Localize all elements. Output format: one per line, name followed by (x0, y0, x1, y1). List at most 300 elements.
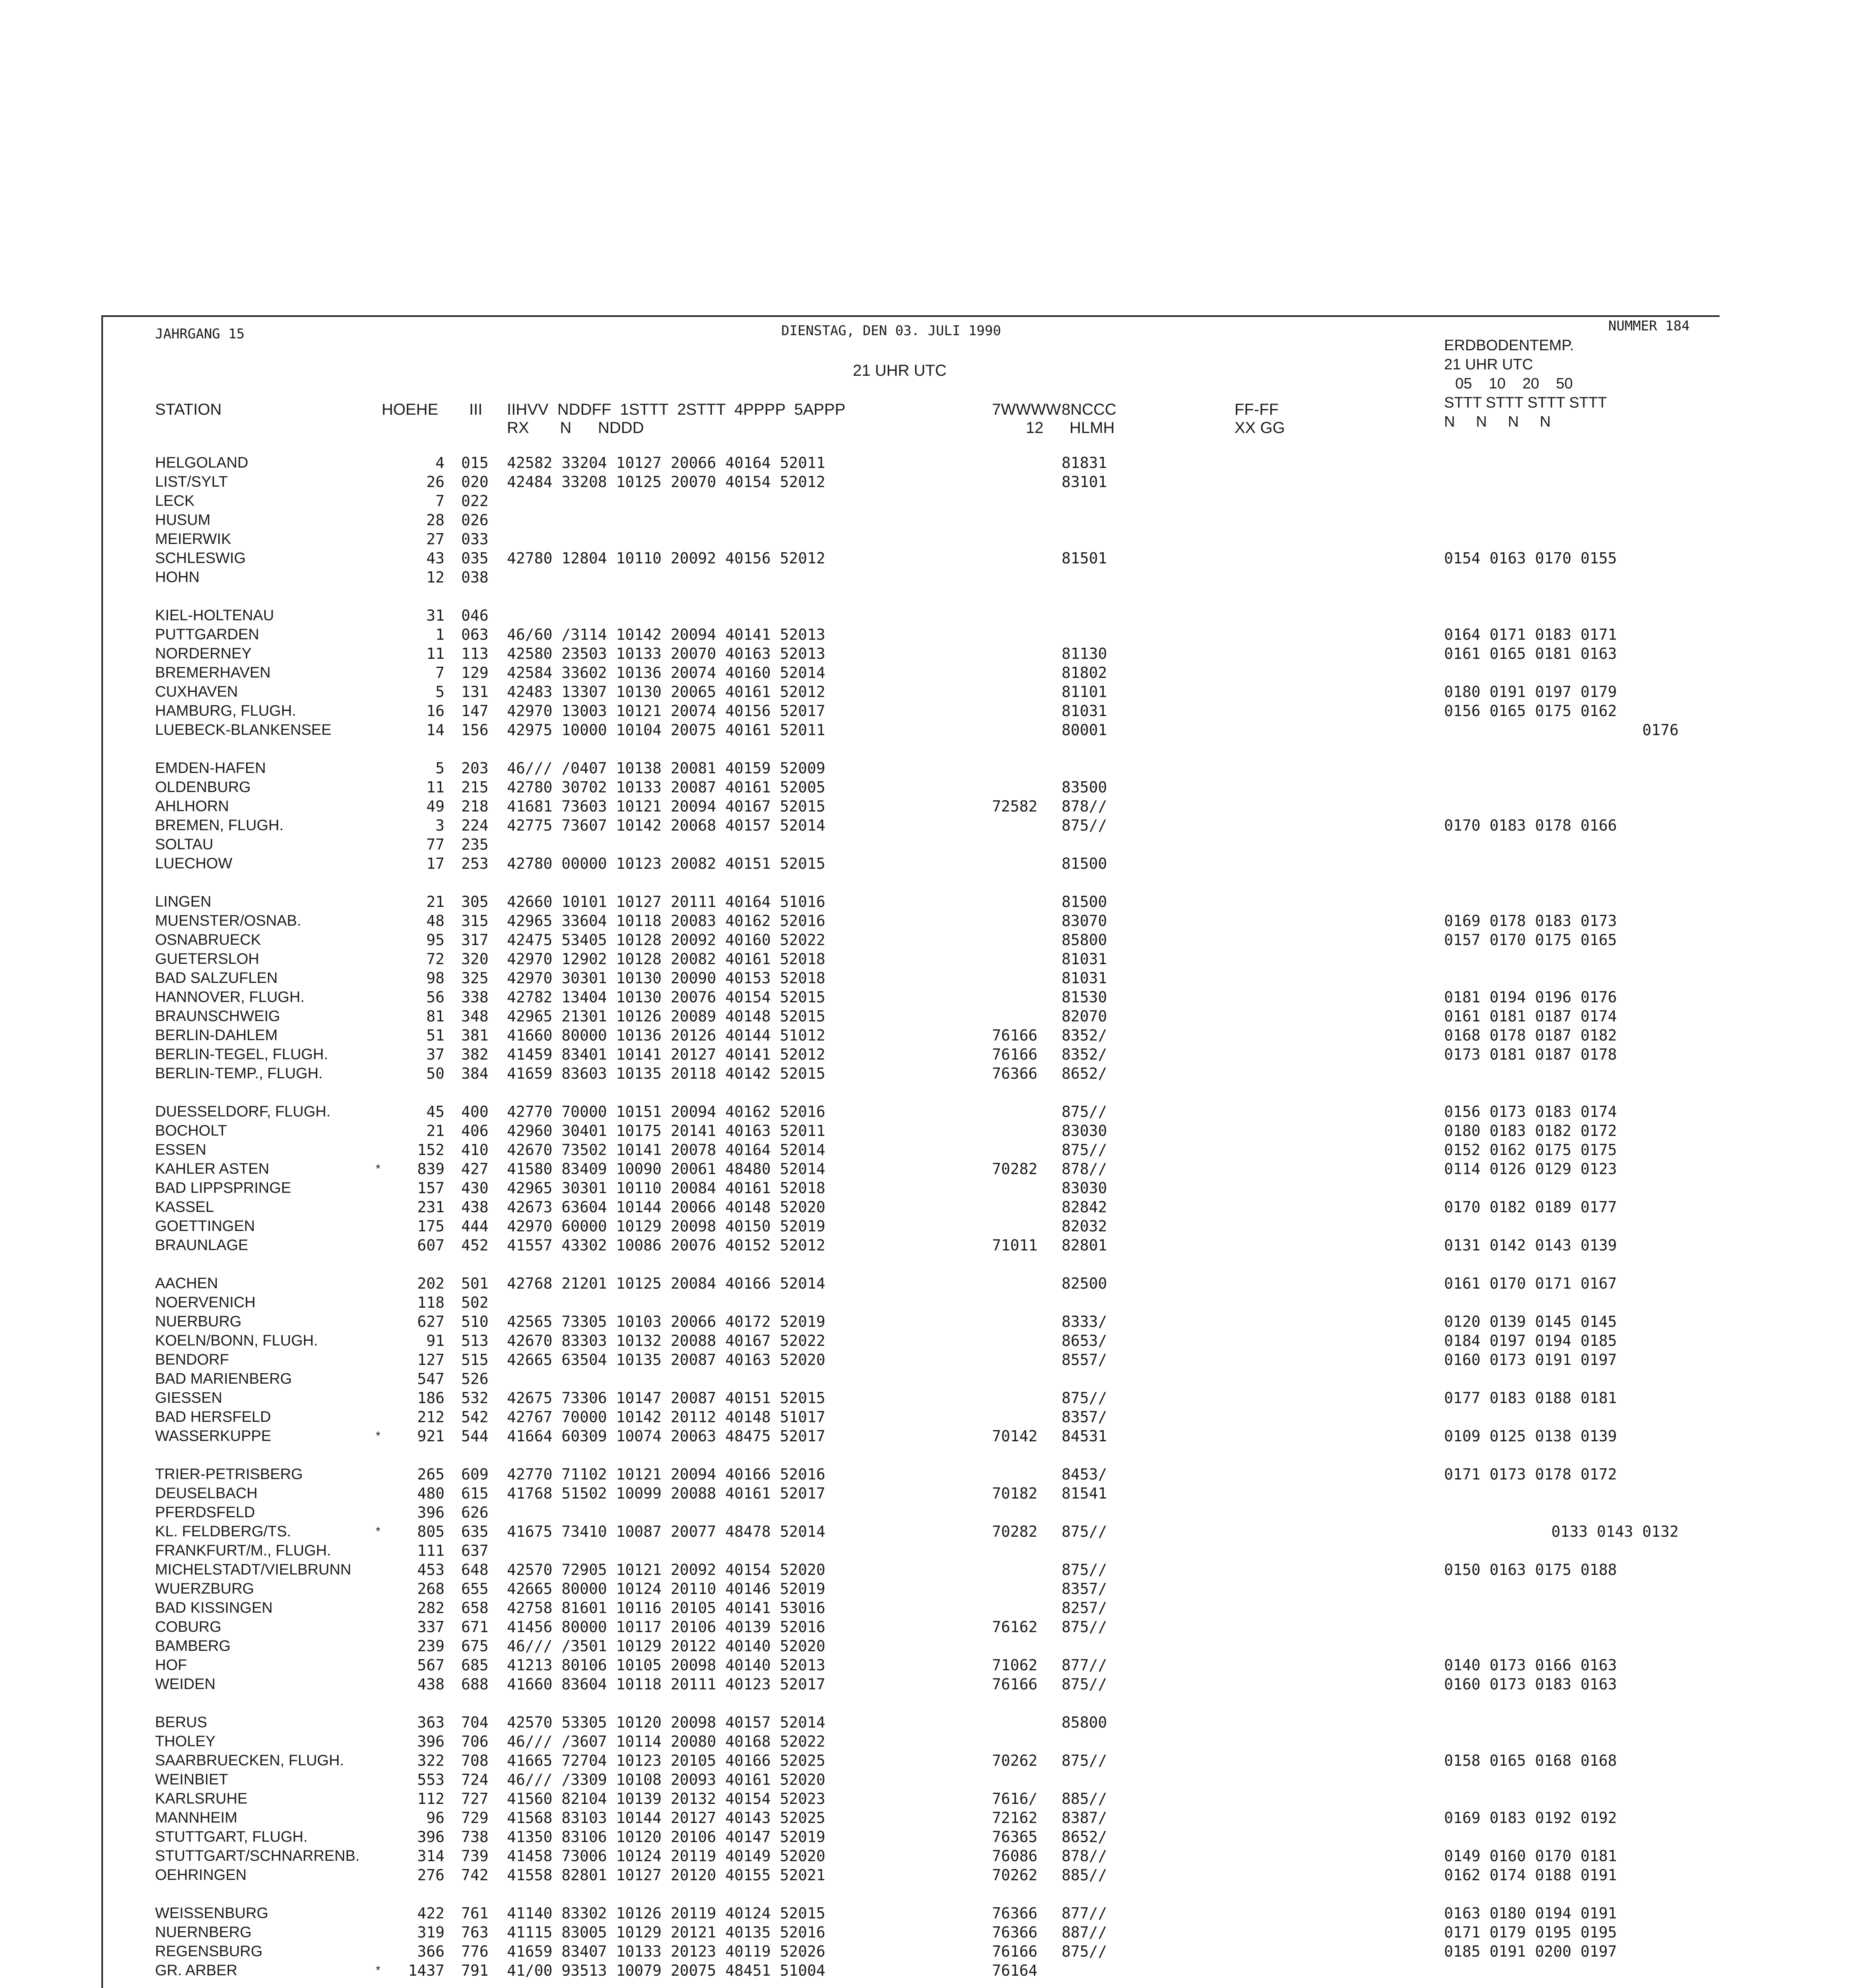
station-height: 31 (426, 607, 445, 624)
station-number: 382 (461, 1046, 489, 1063)
synop-groups: 41/00 93513 10079 20075 48451 51004 (507, 1962, 825, 1979)
col-7wwww-sub: 12 (1026, 419, 1044, 437)
station-number: 791 (461, 1962, 489, 1979)
table-row (0, 1064, 1854, 1083)
station-height: 202 (417, 1275, 445, 1292)
table-row (0, 1637, 1854, 1656)
synop-groups: 42584 33602 10136 20074 40160 52014 (507, 664, 825, 681)
station-name: COBURG (155, 1619, 221, 1635)
table-row (0, 1656, 1854, 1675)
table-row (0, 644, 1854, 663)
cloud-group: 81831 (1062, 454, 1107, 472)
station-height: 48 (426, 912, 445, 930)
weather-group: 70282 (992, 1160, 1038, 1178)
station-name: BRAUNLAGE (155, 1237, 248, 1254)
soil-temperatures: 0180 0183 0182 0172 (1444, 1122, 1617, 1140)
station-name: BAMBERG (155, 1638, 231, 1654)
synop-groups: 46/// /3501 10129 20122 40140 52020 (507, 1637, 825, 1655)
station-name: NUERBURG (155, 1313, 242, 1330)
station-height: 438 (417, 1675, 445, 1693)
station-name: DEUSELBACH (155, 1485, 258, 1502)
station-height: 921 (417, 1427, 445, 1445)
station-height: 14 (426, 721, 445, 739)
weather-group: 76166 (992, 1046, 1038, 1063)
synop-groups: 41557 43302 10086 20076 40152 52012 (507, 1237, 825, 1254)
station-height: 91 (426, 1332, 445, 1349)
station-height: 186 (417, 1389, 445, 1407)
col-ff: FF-FF (1235, 401, 1279, 418)
mountain-station-marker: * (376, 1964, 381, 1977)
col-ff-sub: XX GG (1235, 419, 1285, 437)
station-height: 396 (417, 1504, 445, 1521)
synop-groups: 41660 83604 10118 20111 40123 52017 (507, 1675, 825, 1693)
soil-temperatures: 0114 0126 0129 0123 (1444, 1160, 1617, 1178)
soil-temperatures: 0152 0162 0175 0175 (1444, 1141, 1617, 1159)
station-height: 95 (426, 931, 445, 949)
synop-groups: 46/60 /3114 10142 20094 40141 52013 (507, 626, 825, 643)
station-number: 033 (461, 530, 489, 548)
station-height: 805 (417, 1523, 445, 1540)
synop-groups: 42970 12902 10128 20082 40161 52018 (507, 950, 825, 968)
cloud-group: 83030 (1062, 1122, 1107, 1140)
synop-groups: 41558 82801 10127 20120 40155 52021 (507, 1866, 825, 1884)
table-row (0, 1236, 1854, 1255)
table-row (0, 797, 1854, 816)
soil-temperatures: 0156 0173 0183 0174 (1444, 1103, 1617, 1120)
station-number: 224 (461, 817, 489, 834)
table-row (0, 1904, 1854, 1923)
soil-temperatures: 0158 0165 0168 0168 (1444, 1752, 1617, 1769)
table-row (0, 1331, 1854, 1350)
station-name: BRAUNSCHWEIG (155, 1008, 280, 1025)
cloud-group: 875// (1062, 1561, 1107, 1578)
table-row (0, 530, 1854, 549)
station-number: 544 (461, 1427, 489, 1445)
soil-temperatures: 0161 0170 0171 0167 (1444, 1275, 1617, 1292)
station-height: 4 (435, 454, 445, 472)
synop-groups: 41560 82104 10139 20132 40154 52023 (507, 1790, 825, 1807)
station-name: ESSEN (155, 1142, 206, 1158)
soil-temperatures: 0157 0170 0175 0165 (1444, 931, 1617, 949)
synop-groups: 41458 73006 10124 20119 40149 52020 (507, 1847, 825, 1865)
table-row (0, 1121, 1854, 1140)
weather-group: 7616/ (992, 1790, 1038, 1807)
station-number: 776 (461, 1943, 489, 1960)
station-height: 627 (417, 1313, 445, 1330)
station-number: 026 (461, 511, 489, 529)
weather-group: 70282 (992, 1523, 1038, 1540)
station-height: 98 (426, 969, 445, 987)
station-height: 112 (417, 1790, 445, 1807)
soil-temperatures: 0133 0143 0132 (1551, 1523, 1679, 1540)
synop-groups: 41660 80000 10136 20126 40144 51012 (507, 1027, 825, 1044)
weather-group: 70182 (992, 1485, 1038, 1502)
weather-group: 76366 (992, 1905, 1038, 1922)
station-number: 510 (461, 1313, 489, 1330)
cloud-group: 8652/ (1062, 1828, 1107, 1846)
cloud-group: 885// (1062, 1790, 1107, 1807)
station-name: BERLIN-TEMP., FLUGH. (155, 1065, 323, 1082)
station-name: CUXHAVEN (155, 683, 238, 700)
station-name: DUESSELDORF, FLUGH. (155, 1103, 331, 1120)
station-height: 5 (435, 759, 445, 777)
table-row (0, 892, 1854, 911)
station-height: 553 (417, 1771, 445, 1788)
synop-groups: 42670 73502 10141 20078 40164 52014 (507, 1141, 825, 1159)
weather-group: 70262 (992, 1866, 1038, 1884)
station-height: 366 (417, 1943, 445, 1960)
cloud-group: 81541 (1062, 1485, 1107, 1502)
weather-group: 76365 (992, 1828, 1038, 1846)
table-row (0, 1713, 1854, 1732)
synop-groups: 42670 83303 10132 20088 40167 52022 (507, 1332, 825, 1349)
cloud-group: 875// (1062, 1943, 1107, 1960)
weather-group: 70142 (992, 1427, 1038, 1445)
station-number: 658 (461, 1599, 489, 1617)
station-number: 035 (461, 549, 489, 567)
soil-temperatures: 0150 0163 0175 0188 (1444, 1561, 1617, 1578)
synop-groups: 42475 53405 10128 20092 40160 52022 (507, 931, 825, 949)
cloud-group: 81802 (1062, 664, 1107, 681)
synop-groups: 42673 63604 10144 20066 40148 52020 (507, 1198, 825, 1216)
synop-groups: 41659 83407 10133 20123 40119 52026 (507, 1943, 825, 1960)
station-name: AHLHORN (155, 798, 229, 815)
table-row (0, 1045, 1854, 1064)
table-row (0, 472, 1854, 491)
cloud-group: 82032 (1062, 1217, 1107, 1235)
station-height: 72 (426, 950, 445, 968)
station-number: 452 (461, 1237, 489, 1254)
table-row (0, 549, 1854, 568)
station-number: 515 (461, 1351, 489, 1369)
station-name: THOLEY (155, 1733, 216, 1750)
synop-groups: 42965 30301 10110 20084 40161 52018 (507, 1179, 825, 1197)
table-row (0, 1770, 1854, 1789)
table-row (0, 1522, 1854, 1541)
synop-groups: 42960 30401 10175 20141 40163 52011 (507, 1122, 825, 1140)
soil-temperatures: 0161 0165 0181 0163 (1444, 645, 1617, 662)
weather-group: 76162 (992, 1618, 1038, 1636)
station-number: 724 (461, 1771, 489, 1788)
mountain-station-marker: * (376, 1162, 381, 1175)
station-name: BERLIN-TEGEL, FLUGH. (155, 1046, 328, 1063)
station-name: MICHELSTADT/VIELBRUNN (155, 1561, 351, 1578)
station-name: KASSEL (155, 1199, 214, 1215)
station-height: 127 (417, 1351, 445, 1369)
table-row (0, 1026, 1854, 1045)
cloud-group: 8357/ (1062, 1580, 1107, 1598)
station-number: 063 (461, 626, 489, 643)
weather-group: 76366 (992, 1924, 1038, 1941)
station-height: 322 (417, 1752, 445, 1769)
synop-groups: 42970 30301 10130 20090 40153 52018 (507, 969, 825, 987)
station-name: LUEBECK-BLANKENSEE (155, 722, 332, 738)
station-height: 567 (417, 1656, 445, 1674)
station-number: 325 (461, 969, 489, 987)
station-name: WEISSENBURG (155, 1905, 269, 1922)
table-row (0, 720, 1854, 740)
synop-groups: 42770 70000 10151 20094 40162 52016 (507, 1103, 825, 1120)
weather-group: 76166 (992, 1027, 1038, 1044)
soil-temp-time: 21 UHR UTC (1444, 356, 1533, 373)
table-row (0, 835, 1854, 854)
station-number: 706 (461, 1733, 489, 1750)
cloud-group: 81500 (1062, 893, 1107, 911)
soil-temperatures: 0170 0183 0178 0166 (1444, 817, 1617, 834)
station-height: 268 (417, 1580, 445, 1598)
table-row (0, 1369, 1854, 1388)
station-name: NOERVENICH (155, 1294, 256, 1311)
station-height: 77 (426, 836, 445, 853)
synop-groups: 42770 71102 10121 20094 40166 52016 (507, 1466, 825, 1483)
table-row (0, 1350, 1854, 1369)
station-number: 761 (461, 1905, 489, 1922)
table-row (0, 1560, 1854, 1579)
weather-group: 70262 (992, 1752, 1038, 1769)
station-name: BAD HERSFELD (155, 1409, 271, 1425)
station-height: 27 (426, 530, 445, 548)
station-height: 175 (417, 1217, 445, 1235)
mountain-station-marker: * (376, 1429, 381, 1442)
station-height: 28 (426, 511, 445, 529)
soil-temp-title: ERDBODENTEMP. (1444, 337, 1574, 354)
synop-groups: 41768 51502 10099 20088 40161 52017 (507, 1485, 825, 1502)
soil-temperatures: 0109 0125 0138 0139 (1444, 1427, 1617, 1445)
soil-temperatures: 0173 0181 0187 0178 (1444, 1046, 1617, 1063)
col-station: STATION (155, 401, 222, 418)
soil-temperatures: 0176 (1642, 721, 1679, 739)
station-name: GIESSEN (155, 1390, 222, 1406)
station-number: 020 (461, 473, 489, 491)
station-name: LUECHOW (155, 855, 233, 872)
station-height: 111 (417, 1542, 445, 1559)
table-row (0, 1007, 1854, 1026)
station-number: 046 (461, 607, 489, 624)
synop-groups: 41115 83005 10129 20121 40135 52016 (507, 1924, 825, 1941)
table-row (0, 1503, 1854, 1522)
station-height: 21 (426, 893, 445, 911)
station-height: 547 (417, 1370, 445, 1388)
station-number: 648 (461, 1561, 489, 1578)
station-number: 626 (461, 1504, 489, 1521)
synop-groups: 42675 73306 10147 20087 40151 52015 (507, 1389, 825, 1407)
station-name: KOELN/BONN, FLUGH. (155, 1332, 318, 1349)
table-row (0, 1827, 1854, 1846)
cloud-group: 8387/ (1062, 1809, 1107, 1827)
soil-temperatures: 0171 0179 0195 0195 (1444, 1924, 1617, 1941)
station-name: HELGOLAND (155, 454, 248, 471)
station-number: 688 (461, 1675, 489, 1693)
weather-group: 76166 (992, 1675, 1038, 1693)
cloud-group: 81501 (1062, 549, 1107, 567)
station-number: 131 (461, 683, 489, 701)
station-number: 235 (461, 836, 489, 853)
synop-groups: 42965 21301 10126 20089 40148 52015 (507, 1008, 825, 1025)
soil-temperatures: 0149 0160 0170 0181 (1444, 1847, 1617, 1865)
table-row (0, 1102, 1854, 1121)
soil-temperatures: 0140 0173 0166 0163 (1444, 1656, 1617, 1674)
station-number: 729 (461, 1809, 489, 1827)
station-height: 16 (426, 702, 445, 720)
station-number: 708 (461, 1752, 489, 1769)
issue-number: NUMMER 184 (1608, 318, 1690, 334)
synop-groups: 42660 10101 10127 20111 40164 51016 (507, 893, 825, 911)
mountain-station-marker: * (376, 1525, 381, 1538)
table-row (0, 1732, 1854, 1751)
cloud-group: 887// (1062, 1924, 1107, 1941)
station-number: 637 (461, 1542, 489, 1559)
station-height: 118 (417, 1294, 445, 1311)
station-number: 215 (461, 779, 489, 796)
weather-group: 76366 (992, 1065, 1038, 1082)
table-row (0, 1198, 1854, 1217)
synop-groups: 41459 83401 10141 20127 40141 52012 (507, 1046, 825, 1063)
cloud-group: 81530 (1062, 988, 1107, 1006)
synop-groups: 41659 83603 10135 20118 40142 52015 (507, 1065, 825, 1082)
table-row (0, 1942, 1854, 1961)
station-name: OSNABRUECK (155, 932, 261, 948)
station-height: 337 (417, 1618, 445, 1636)
cloud-group: 82070 (1062, 1008, 1107, 1025)
table-row (0, 568, 1854, 587)
soil-temperatures: 0177 0183 0188 0181 (1444, 1389, 1617, 1407)
table-row (0, 1598, 1854, 1617)
col-groups: IIHVV NDDFF 1STTT 2STTT 4PPPP 5APPP (507, 401, 846, 418)
station-name: BAD KISSINGEN (155, 1600, 273, 1616)
station-height: 81 (426, 1008, 445, 1025)
station-name: MANNHEIM (155, 1809, 237, 1826)
station-height: 21 (426, 1122, 445, 1140)
cloud-group: 875// (1062, 1618, 1107, 1636)
synop-groups: 42758 81601 10116 20105 40141 53016 (507, 1599, 825, 1617)
station-number: 763 (461, 1924, 489, 1941)
station-height: 56 (426, 988, 445, 1006)
cloud-group: 875// (1062, 1523, 1107, 1540)
cloud-group: 83030 (1062, 1179, 1107, 1197)
synop-groups: 41213 80106 10105 20098 40140 52013 (507, 1656, 825, 1674)
station-height: 7 (435, 664, 445, 681)
table-row (0, 1178, 1854, 1198)
table-row (0, 663, 1854, 682)
station-name: LINGEN (155, 893, 212, 910)
synop-groups: 42483 13307 10130 20065 40161 52012 (507, 683, 825, 701)
cloud-group: 81500 (1062, 855, 1107, 872)
soil-temperatures: 0171 0173 0178 0172 (1444, 1466, 1617, 1483)
station-number: 410 (461, 1141, 489, 1159)
station-height: 396 (417, 1733, 445, 1750)
station-height: 50 (426, 1065, 445, 1082)
station-number: 129 (461, 664, 489, 681)
cloud-group: 8453/ (1062, 1466, 1107, 1483)
col-8nccc-sub: HLMH (1070, 419, 1115, 437)
soil-temp-depths: 05 10 20 50 (1455, 375, 1573, 392)
weather-group: 72582 (992, 798, 1038, 815)
synop-groups: 42775 73607 10142 20068 40157 52014 (507, 817, 825, 834)
station-name: GOETTINGEN (155, 1218, 255, 1235)
station-height: 5 (435, 683, 445, 701)
table-row (0, 1427, 1854, 1446)
table-row (0, 511, 1854, 530)
cloud-group: 83500 (1062, 779, 1107, 796)
synop-groups: 42780 30702 10133 20087 40161 52005 (507, 779, 825, 796)
station-height: 363 (417, 1714, 445, 1731)
station-name: BREMEN, FLUGH. (155, 817, 284, 834)
cloud-group: 81031 (1062, 702, 1107, 720)
station-number: 315 (461, 912, 489, 930)
soil-temperatures: 0120 0139 0145 0145 (1444, 1313, 1617, 1330)
station-number: 609 (461, 1466, 489, 1483)
station-number: 381 (461, 1027, 489, 1044)
station-height: 43 (426, 549, 445, 567)
soil-temp-stt-header: STTT STTT STTT STTT (1444, 394, 1607, 411)
soil-temperatures: 0169 0183 0192 0192 (1444, 1809, 1617, 1827)
table-row (0, 1465, 1854, 1484)
station-name: KARLSRUHE (155, 1790, 248, 1807)
cloud-group: 8352/ (1062, 1027, 1107, 1044)
station-name: EMDEN-HAFEN (155, 760, 266, 777)
station-height: 422 (417, 1905, 445, 1922)
station-name: HUSUM (155, 512, 211, 528)
station-name: WUERZBURG (155, 1580, 254, 1597)
soil-temperatures: 0169 0178 0183 0173 (1444, 912, 1617, 930)
synop-groups: 42580 23503 10133 20070 40163 52013 (507, 645, 825, 662)
synop-groups: 42582 33204 10127 20066 40164 52011 (507, 454, 825, 472)
station-name: PFERDSFELD (155, 1504, 255, 1521)
station-height: 49 (426, 798, 445, 815)
soil-temperatures: 0163 0180 0194 0191 (1444, 1905, 1617, 1922)
synop-groups: 42665 63504 10135 20087 40163 52020 (507, 1351, 825, 1369)
cloud-group: 875// (1062, 1675, 1107, 1693)
synop-groups: 42780 00000 10123 20082 40151 52015 (507, 855, 825, 872)
cloud-group: 81031 (1062, 969, 1107, 987)
station-name: BOCHOLT (155, 1122, 227, 1139)
station-number: 400 (461, 1103, 489, 1120)
station-number: 317 (461, 931, 489, 949)
jahrgang: JAHRGANG 15 (155, 326, 245, 342)
soil-temperatures: 0181 0194 0196 0176 (1444, 988, 1617, 1006)
station-name: HANNOVER, FLUGH. (155, 989, 305, 1006)
soil-temperatures: 0156 0165 0175 0162 (1444, 702, 1617, 720)
station-height: 839 (417, 1160, 445, 1178)
table-row (0, 606, 1854, 625)
cloud-group: 878// (1062, 1160, 1107, 1178)
station-height: 7 (435, 492, 445, 510)
station-number: 655 (461, 1580, 489, 1598)
table-row (0, 778, 1854, 797)
synop-groups: 42570 53305 10120 20098 40157 52014 (507, 1714, 825, 1731)
station-name: BREMERHAVEN (155, 664, 271, 681)
station-number: 635 (461, 1523, 489, 1540)
station-number: 438 (461, 1198, 489, 1216)
synop-groups: 42768 21201 10125 20084 40166 52014 (507, 1275, 825, 1292)
cloud-group: 81101 (1062, 683, 1107, 701)
table-row (0, 1675, 1854, 1694)
station-height: 453 (417, 1561, 445, 1578)
station-name: BERUS (155, 1714, 207, 1731)
station-number: 704 (461, 1714, 489, 1731)
synop-groups: 42965 33604 10118 20083 40162 52016 (507, 912, 825, 930)
synop-groups: 41140 83302 10126 20119 40124 52015 (507, 1905, 825, 1922)
station-height: 319 (417, 1924, 445, 1941)
station-number: 348 (461, 1008, 489, 1025)
station-height: 11 (426, 645, 445, 662)
synop-groups: 46/// /3309 10108 20093 40161 52020 (507, 1771, 825, 1788)
report-date: DIENSTAG, DEN 03. JULI 1990 (781, 323, 1001, 339)
station-name: NUERNBERG (155, 1924, 252, 1941)
synop-groups: 42767 70000 10142 20112 40148 51017 (507, 1408, 825, 1426)
table-row (0, 701, 1854, 720)
cloud-group: 8652/ (1062, 1065, 1107, 1082)
